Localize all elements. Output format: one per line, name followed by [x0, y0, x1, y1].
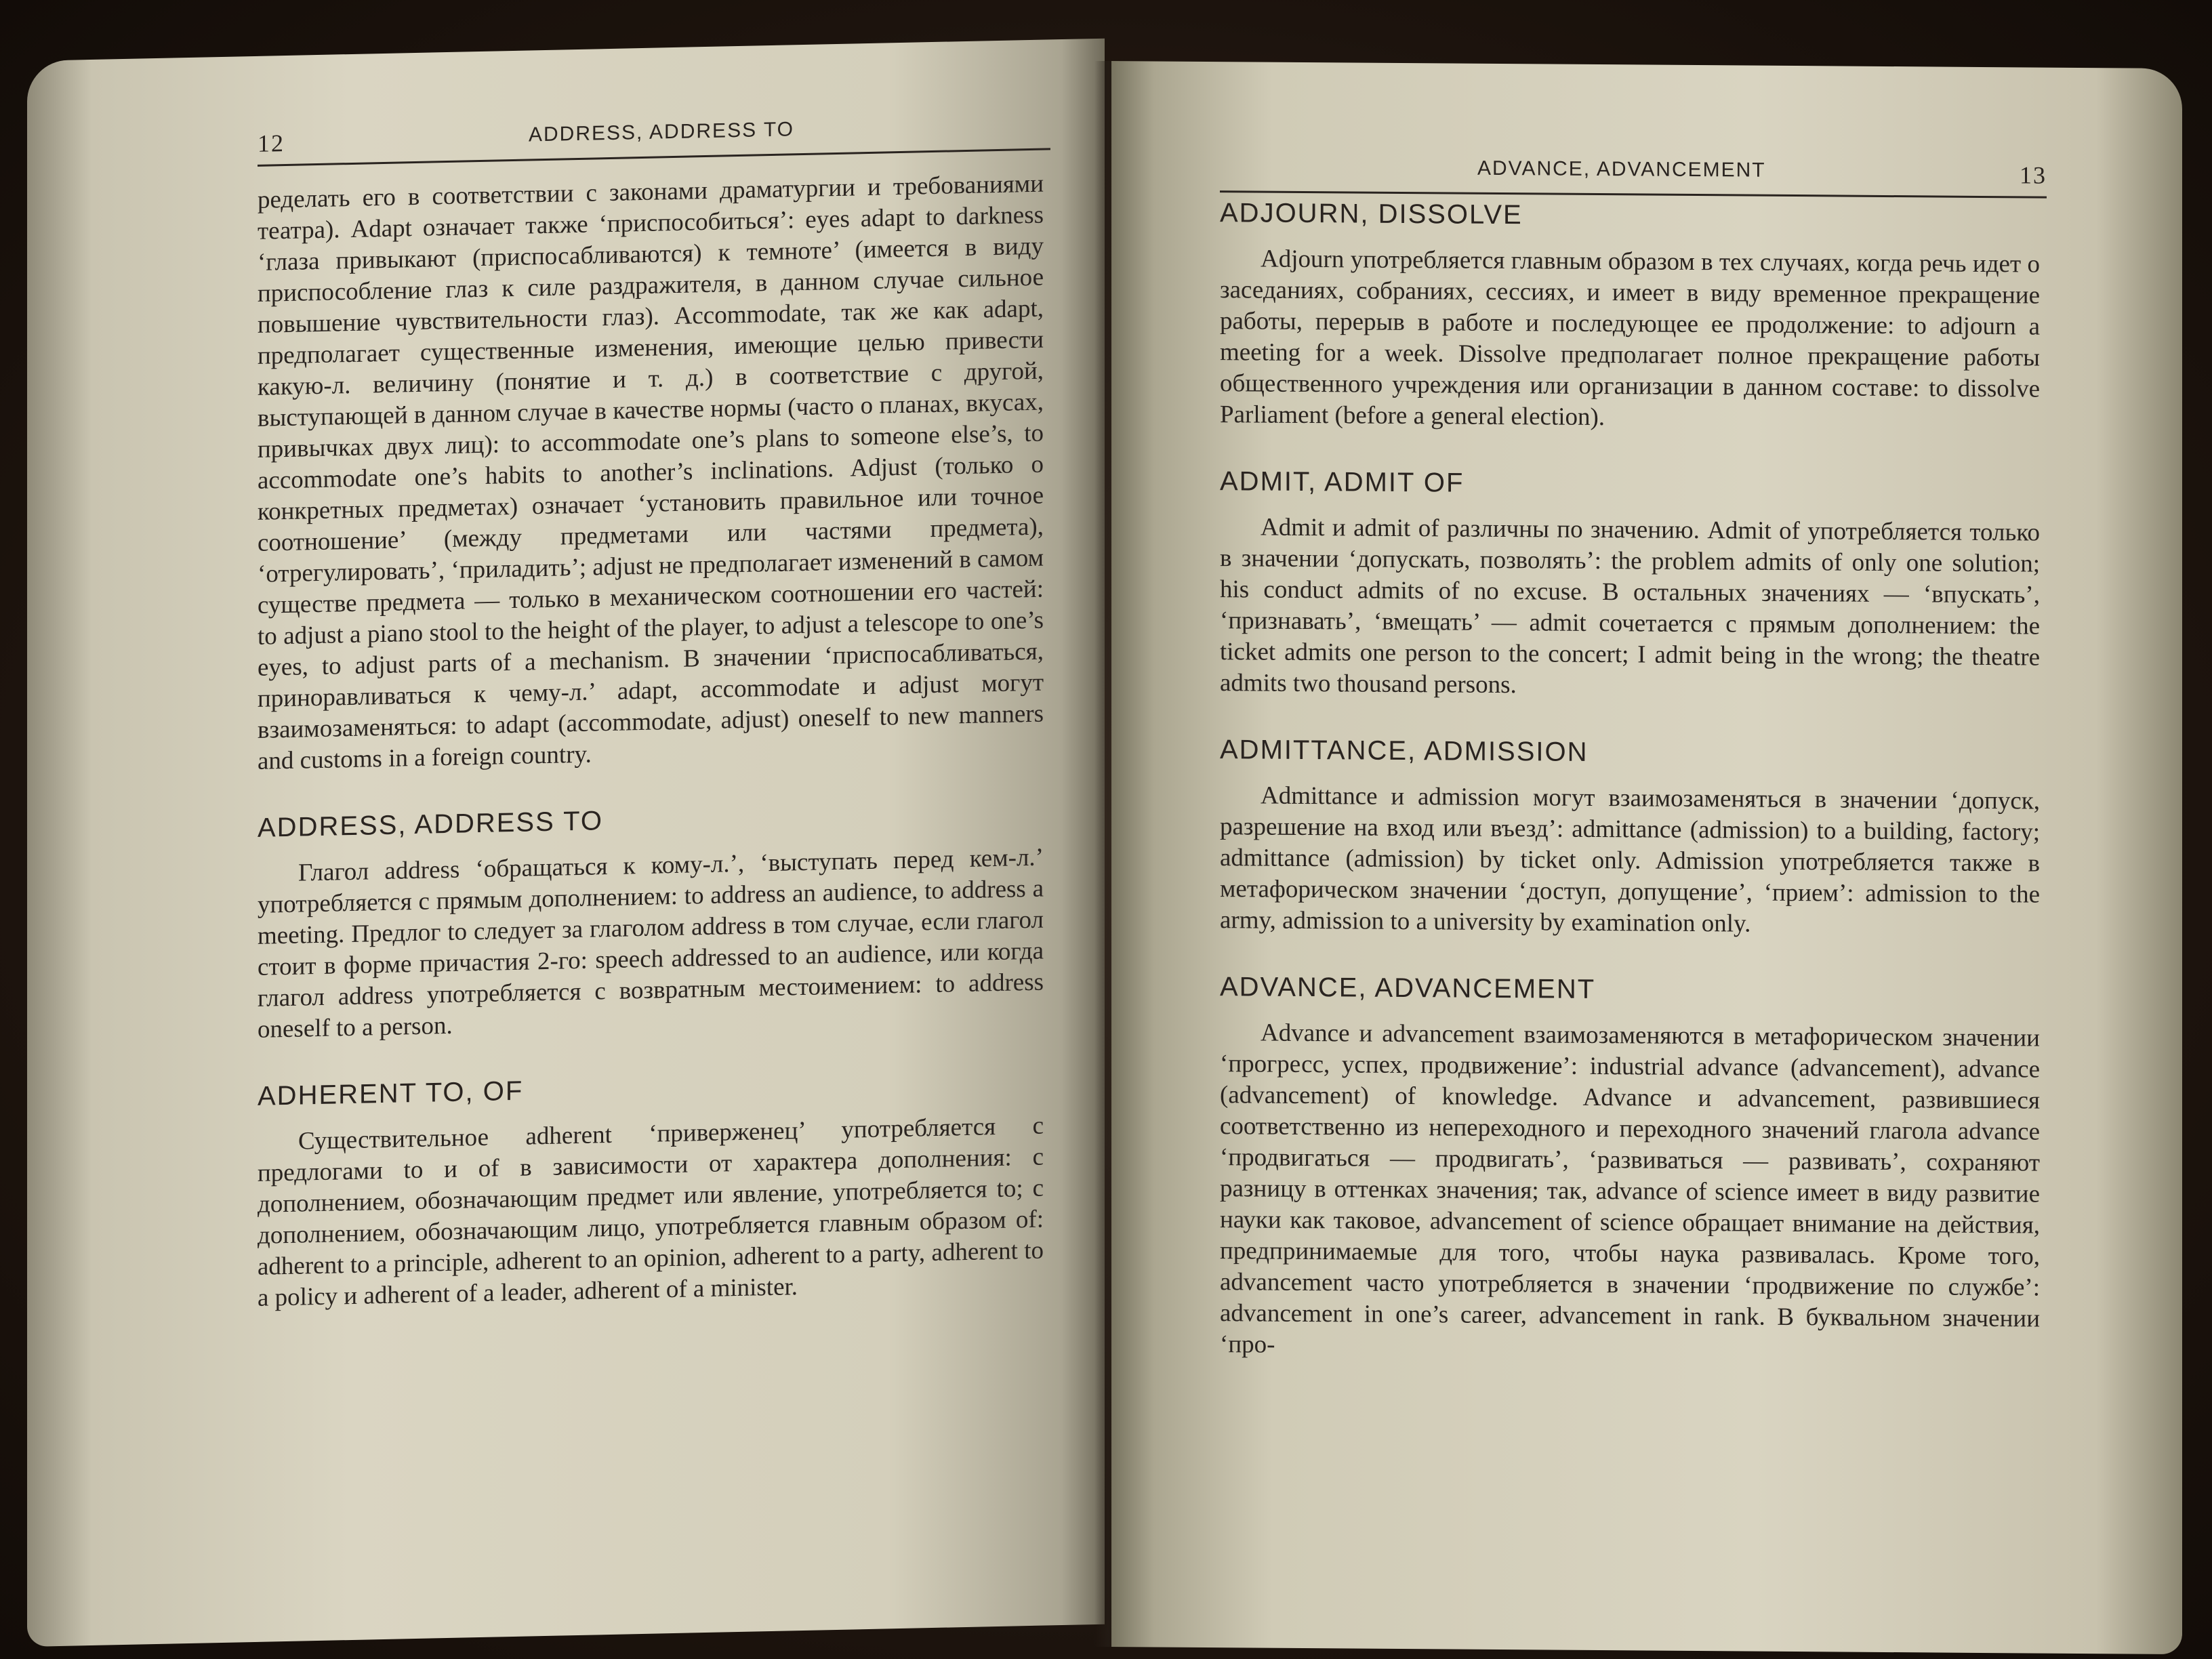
- entry-heading: ADJOURN, DISSOLVE: [1220, 198, 1523, 230]
- entry-text: Глагол address ‘обращаться к кому-л.’, ‘выступать перед кем-л.’ употребляется с прямым дополнением: to address an audience, to address a meeting. Предлог to следует за глаголом address в том случае, если глагол стоит в форме причастия 2-го: speech addressed to an audience, или когда глагол address употребляется с возвратным местоимением: to address oneself to a person.: [258, 843, 1044, 1044]
- left-page: [27, 39, 1105, 1647]
- entry-heading: ADHERENT TO, OF: [258, 1076, 524, 1111]
- right-page: [1111, 61, 2182, 1654]
- right-running-head: ADVANCE, ADVANCEMENT: [1477, 157, 1766, 182]
- entry-heading: ADMIT, ADMIT OF: [1220, 466, 1465, 498]
- right-page-number: 13: [2020, 161, 2047, 189]
- left-page-number: 12: [258, 129, 285, 157]
- right-page-body: [1220, 190, 2040, 1366]
- entry-heading: ADMITTANCE, ADMISSION: [1220, 735, 1589, 767]
- right-page-header: [1220, 136, 2047, 199]
- left-page-body: [258, 169, 1044, 1314]
- entry-heading: ADVANCE, ADVANCEMENT: [1220, 972, 1596, 1004]
- left-page-header: [258, 94, 1050, 167]
- entry-text: Advance и advancement взаимозаменяются в метафорическом значении ‘прогресс, успех, продвижение’: industrial advance (advancement), advance (advancement) of knowledge. Advance и advancement, развившиеся соответственно из непереходного и переходного значений глагола advance ‘продвигаться — продвигать’, ‘развиваться — развивать’, сохраняют разницу в оттенках значения; так, advance of science имеет в виду развитие науки как таковое, advancement of science обращает внимание на действия, предпринимаемые для того, чтобы наука развивалась. Кроме того, advancement часто употребляется в значении ‘продвижение по службе’: advancement in one’s career, advancement in rank. В буквальном значении ‘про-: [1220, 1019, 2040, 1359]
- continuation-paragraph: ределать его в соответствии с законами драматургии и требованиями театра). Adapt означает также ‘приспособиться’: eyes adapt to darkness ‘глаза привыкают (приспосабливаются) к темноте’ (имеется в виду приспособление глаз к силе раздражителя, в данном случае сильное повышение чувствительности глаз). Accommodate, так же как adapt, предполагает существенные изменения, имеющие целью привести какую-л. величину (понятие и т. д.) в соответствие с другой, выступающей в данном случае в качестве нормы (часто о планах, вкусах, привычках двух лиц): to accommodate one’s plans to someone else’s, to accommodate one’s habits to another’s inclinations. Adjust (только о конкретных предметах) означает ‘установить правильное или точное соотношение’ (между предметами или частями предмета), ‘отрегулировать’, ‘приладить’; adjust не предполагает изменений в самом существе предмета — только в механическом соотношении его частей: to adjust a piano stool to the height of the player, to adjust a telescope to one’s eyes, to adjust parts of a mechanism. В значении ‘приспосабливаться, приноравливаться к чему-л.’ adapt, accommodate и adjust могут взаимозаменяться: to adapt (accommodate, adjust) oneself to new manners and customs in a foreign country.: [258, 169, 1044, 775]
- entry-text: Существительное adherent ‘приверженец’ употребляется с предлогами to и of в зависимости от характера дополнения: с дополнением, обозначающим предмет или явление, употребляется to; с дополнением, обозначающим лицо, употребляется главным образом of: adherent to a principle, adherent to an opinion, adherent to a party, adherent to a policy и adherent of a leader, adherent of a minister.: [258, 1111, 1044, 1312]
- entry-text: Admit и admit of различны по значению. Admit of употребляется только в значении ‘допускать, позволять’: the problem admits of only one solution; his conduct admits of no excuse. В остальных значениях — ‘впускать’, ‘признавать’, ‘вмещать’ — admit сочетается с прямым дополнением: the ticket admits one person to the concert; I admit being in the wrong; the theatre admits two thousand persons.: [1220, 513, 2040, 699]
- open-book: [27, 61, 2182, 1647]
- entry-text: Adjourn употребляется главным образом в тех случаях, когда речь идет о заседаниях, собраниях, сессиях, и имеет в виду временное прекращение работы, перерыв в работе и последующее ее продолжение: to adjourn a meeting for a week. Dissolve предполагает полное прекращение работы общественного учреждения или организации в данном составе: to dissolve Parliament (before a general election).: [1220, 245, 2040, 432]
- entry-heading: ADDRESS, ADDRESS TO: [258, 806, 603, 843]
- left-running-head: ADDRESS, ADDRESS TO: [529, 118, 794, 146]
- entry-text: Admittance и admission могут взаимозаменяться в значении ‘допуск, разрешение на вход или въезд’: admittance (admission) to a building, factory; admittance (admission) by ticket only. Admission употребляется также в метафорическом значении ‘доступ, допущение’, ‘прием’: admission to the army, admission to a university by examination only.: [1220, 781, 2040, 938]
